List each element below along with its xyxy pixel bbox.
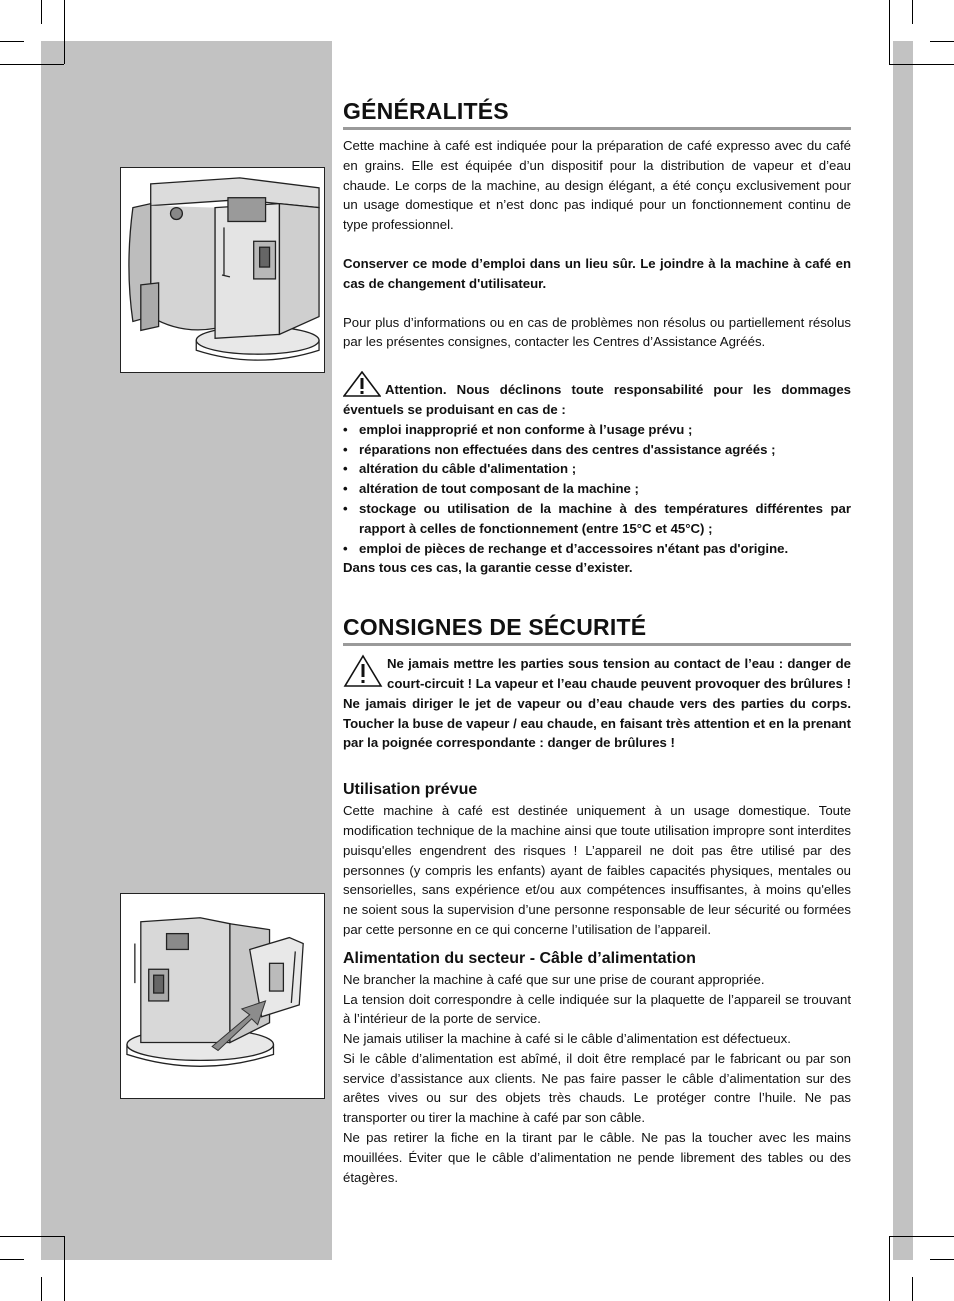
power-paragraph-3: Ne jamais utiliser la machine à café si le câble d’alimentation est défectueux.: [343, 1031, 791, 1047]
section-title-generalites: GÉNÉRALITÉS: [343, 96, 851, 130]
service-door-illustration: [120, 893, 325, 1099]
guarantee-notice: Dans tous ces cas, la garantie cesse d’exister.: [343, 560, 633, 576]
attention-paragraph: [343, 371, 851, 420]
list-item: • altération de tout composant de la machine ;: [343, 479, 851, 499]
list-item: • emploi inapproprié et non conforme à l’usage prévu ;: [343, 420, 851, 440]
power-paragraph-2: La tension doit correspondre à celle indiquée sur la plaquette de l’appareil se trouvant à l’intérieur de la porte de service.: [343, 991, 851, 1027]
section-title-consignes: CONSIGNES DE SÉCURITÉ: [343, 612, 851, 646]
list-item: • altération du câble d'alimentation ;: [343, 459, 851, 479]
coffee-machine-illustration: [120, 167, 325, 373]
list-item: • emploi de pièces de rechange et d’accessoires n'étant pas d'origine.: [343, 539, 851, 559]
intended-use-title: Utilisation prévue: [343, 781, 478, 799]
warning-triangle-icon: [343, 654, 383, 690]
right-margin-band: [893, 41, 913, 1260]
safety-warning: [343, 654, 851, 753]
power-paragraph-5: Ne pas retirer la fiche en la tirant par le câble. Ne pas la toucher avec les mains mouillées. Éviter que le câble d’alimentation ne pende librement des tables ou des étagères.: [343, 1130, 851, 1185]
power-paragraph-4: Si le câble d’alimentation est abîmé, il doit être remplacé par le fabricant ou par son service d’assistance aux clients. Ne pas faire passer le câble d’alimentation sur des arêtes vives ou sur des objets très chauds. Le protéger contre l’huile. Ne pas transporter ou tirer la machine à café par son câble.: [343, 1050, 851, 1126]
power-supply-title: Alimentation du secteur - Câble d’alimentation: [343, 949, 696, 967]
liability-list: [343, 420, 851, 559]
main-content: [343, 96, 851, 1187]
list-item: • réparations non effectuées dans des centres d'assistance agréés ;: [343, 440, 851, 460]
list-item: • stockage ou utilisation de la machine à des températures différentes par rapport à celles de fonctionnement (entre 15°C et 45°C) ;: [343, 499, 851, 539]
warning-triangle-icon: [343, 371, 381, 397]
intro-paragraph: Cette machine à café est indiquée pour la préparation de café expresso avec du café en grains. Elle est équipée d’un dispositif pour la distribution de vapeur et d’eau chaude. Le corps de la machine, au design élégant, a été conçu exclusivement pour un usage domestique et n’est donc pas indiqué pour un fonctionnement continu de type professionnel.: [343, 138, 851, 233]
keep-manual-notice: Conserver ce mode d’emploi dans un lieu sûr. Le joindre à la machine à café en cas de changement d'utilisateur.: [343, 255, 851, 291]
power-paragraph-1: Ne brancher la machine à café que sur une prise de courant appropriée.: [343, 971, 765, 987]
intended-use-text: Cette machine à café est destinée uniquement à un usage domestique. Toute modification technique de la machine ainsi que toute utilisation impropre sont interdites puisqu'elles engendrent des risques ! L’appareil ne doit pas être utilisé par des personnes (y compris les enfants) ayant de faibles capacités physiques, mentales ou sensorielles, sans expérience et/ou aux compétences insuffisantes, à moins qu'elles ne soient sous la supervision d’une personne responsable de leur sécurité ou formées par cette personne en ce qui concerne l’utilisation de l’appareil.: [343, 803, 851, 937]
more-info-paragraph: Pour plus d’informations ou en cas de problèmes non résolus ou partiellement résolus par les présentes consignes, contacter les Centres d’Assistance Agréés.: [343, 314, 851, 350]
safety-warning-text: Ne jamais mettre les parties sous tension au contact de l’eau : danger de court-circuit ! La vapeur et l’eau chaude peuvent provoquer des brûlures ! Ne jamais diriger le jet de vapeur ou d’eau chaude vers des parties du corps. Toucher la buse de vapeur / eau chaude, en faisant très attention et en la prenant par la poignée correspondante : danger de brûlures !: [343, 656, 851, 751]
attention-text: Attention. Nous déclinons toute responsabilité pour les dommages éventuels se produisant en cas de :: [343, 382, 851, 417]
